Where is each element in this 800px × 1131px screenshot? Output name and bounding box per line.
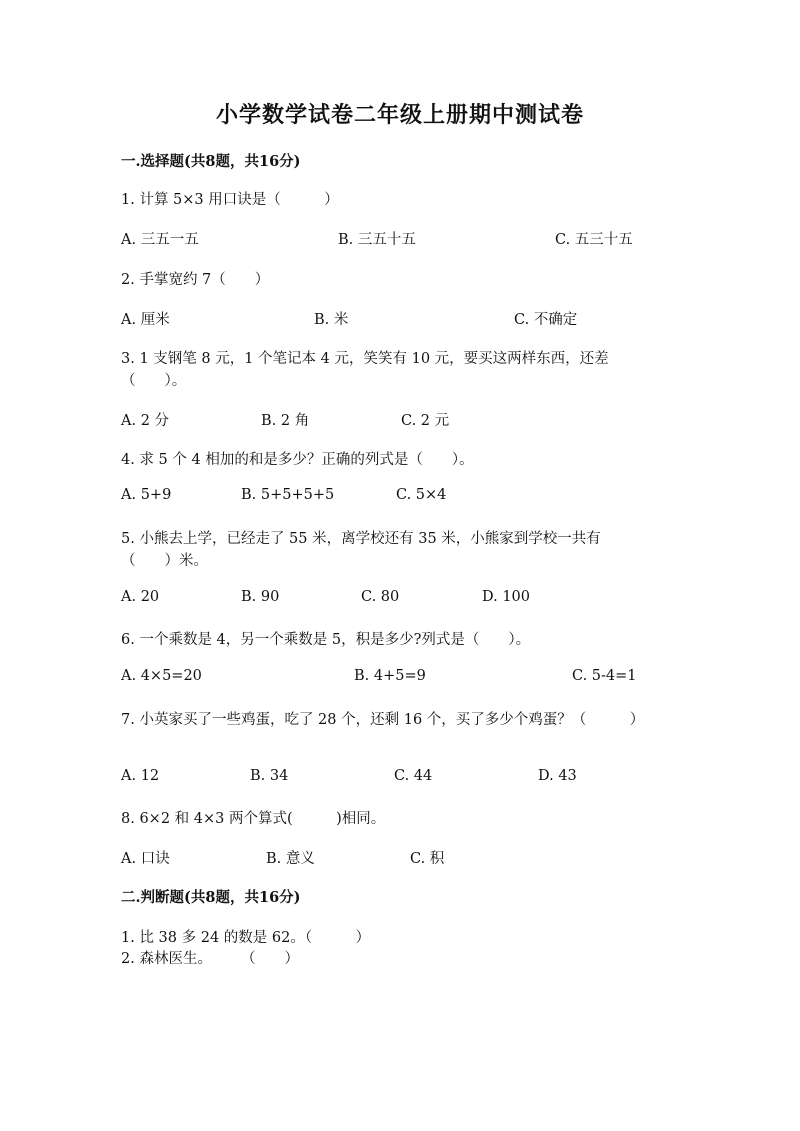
question-2-option-c: C. 不确定 <box>514 312 578 328</box>
question-1-option-b: B. 三五十五 <box>338 232 416 248</box>
question-8-option-b: B. 意义 <box>266 851 315 867</box>
question-6-option-c: C. 5-4=1 <box>572 668 637 684</box>
question-4-option-a: A. 5+9 <box>121 487 172 503</box>
question-5-option-d: D. 100 <box>482 589 531 605</box>
question-8-option-c: C. 积 <box>410 851 445 867</box>
question-4: 4. 求 5 个 4 相加的和是多少？正确的列式是（ ）。 <box>121 452 474 468</box>
section-heading-choice: 一.选择题(共8题，共16分) <box>121 153 301 170</box>
question-5-option-c: C. 80 <box>361 589 400 605</box>
question-5-option-b: B. 90 <box>241 589 280 605</box>
question-2-option-a: A. 厘米 <box>121 312 170 328</box>
section-heading-judge: 二.判断题(共8题，共16分) <box>121 889 301 906</box>
question-2-option-b: B. 米 <box>314 312 349 328</box>
question-8-option-a: A. 口诀 <box>121 851 170 867</box>
question-3-line-2: （ ）。 <box>121 373 187 389</box>
question-7-option-c: C. 44 <box>394 768 433 784</box>
question-6-option-b: B. 4+5=9 <box>354 668 426 684</box>
question-6: 6. 一个乘数是 4，另一个乘数是 5，积是多少?列式是（ ）。 <box>121 632 531 648</box>
question-5-line-2: （ ）米。 <box>121 553 208 569</box>
question-1-option-c: C. 五三十五 <box>555 232 633 248</box>
question-8: 8. 6×2 和 4×3 两个算式( )相同。 <box>121 811 386 827</box>
question-7: 7. 小英家买了一些鸡蛋，吃了 28 个，还剩 16 个，买了多少个鸡蛋？（ ） <box>121 712 645 728</box>
question-5-line-1: 5. 小熊去上学，已经走了 55 米，离学校还有 35 米，小熊家到学校一共有 <box>121 531 601 547</box>
question-6-option-a: A. 4×5=20 <box>121 668 202 684</box>
question-1-option-a: A. 三五一五 <box>121 232 199 248</box>
question-1: 1. 计算 5×3 用口诀是（ ） <box>121 192 339 208</box>
question-4-option-b: B. 5+5+5+5 <box>241 487 335 503</box>
question-4-option-c: C. 5×4 <box>396 487 447 503</box>
judge-question-1: 1. 比 38 多 24 的数是 62。（ ） <box>121 930 371 946</box>
question-2: 2. 手掌宽约 7（ ） <box>121 272 270 288</box>
page-title: 小学数学试卷二年级上册期中测试卷 <box>215 102 584 128</box>
question-7-option-b: B. 34 <box>250 768 289 784</box>
question-7-option-d: D. 43 <box>538 768 577 784</box>
question-3-option-a: A. 2 分 <box>121 413 170 429</box>
question-5-option-a: A. 20 <box>121 589 160 605</box>
question-7-option-a: A. 12 <box>121 768 160 784</box>
question-3-option-b: B. 2 角 <box>261 413 310 429</box>
question-3-line-1: 3. 1 支钢笔 8 元，1 个笔记本 4 元，笑笑有 10 元，要买这两样东西，还差 <box>121 351 609 367</box>
judge-question-2: 2. 森林医生。 （ ） <box>121 951 299 967</box>
question-3-option-c: C. 2 元 <box>401 413 450 429</box>
